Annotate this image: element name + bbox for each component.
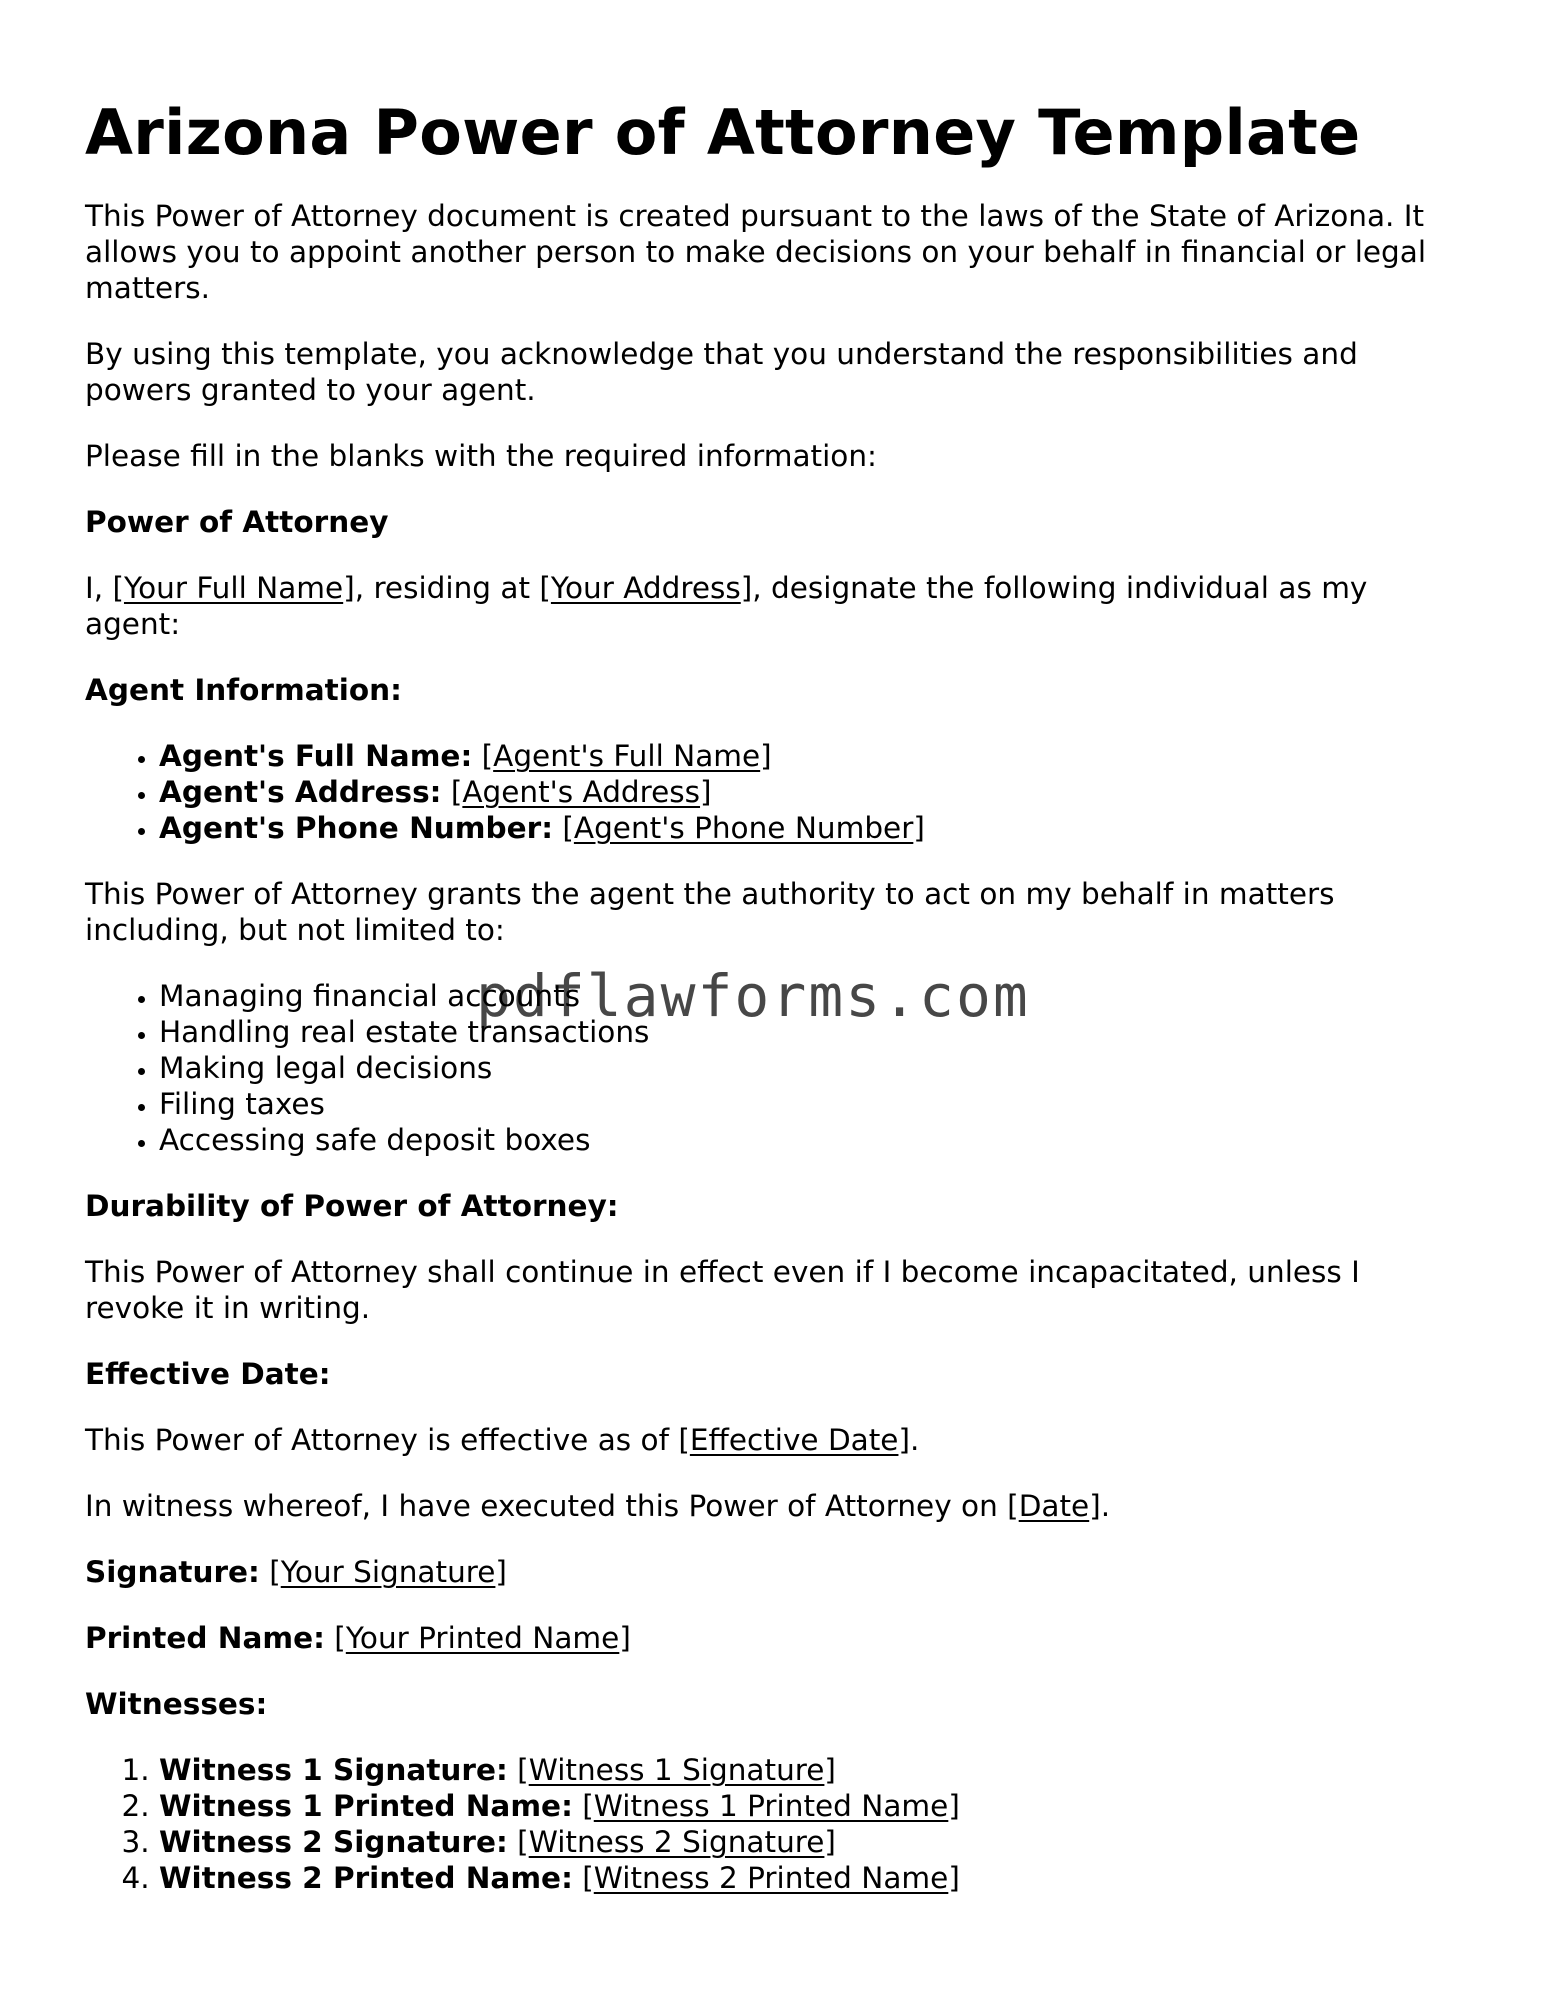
- effective-date-heading: Effective Date:: [85, 1357, 331, 1391]
- witness-whereof-pre: In witness whereof, I have executed this Power of Attorney on [: [85, 1489, 1019, 1523]
- agent-full-name-blank[interactable]: Agent's Full Name: [493, 739, 761, 773]
- printed-name-line: Printed Name: [Your Printed Name]: [85, 1621, 631, 1655]
- agent-info-list: [85, 738, 1465, 846]
- authority-item: • Making legal decisions: [159, 1050, 1465, 1086]
- designation-paragraph: [85, 570, 1465, 642]
- designation-post: ], designate the following individual as my agent:: [85, 571, 1368, 641]
- agent-phone-item: • Agent's Phone Number: [Agent's Phone Number]: [159, 810, 1465, 846]
- witness-1-signature-blank[interactable]: Witness 1 Signature: [528, 1753, 825, 1787]
- agent-phone-label: Agent's Phone Number:: [159, 811, 553, 845]
- witnesses-heading: Witnesses:: [85, 1687, 268, 1721]
- effective-pre: This Power of Attorney is effective as of [: [85, 1423, 690, 1457]
- agent-address-item: • Agent's Address: [Agent's Address]: [159, 774, 1465, 810]
- execution-date-blank[interactable]: Date: [1018, 1489, 1090, 1523]
- your-full-name-blank[interactable]: Your Full Name: [123, 571, 344, 605]
- witness-1-signature-label: Witness 1 Signature:: [159, 1753, 508, 1787]
- agent-address-blank[interactable]: Agent's Address: [462, 775, 701, 809]
- effective-post: ].: [898, 1423, 920, 1457]
- witness-2-signature-blank[interactable]: Witness 2 Signature: [528, 1825, 825, 1859]
- authority-list: [85, 978, 1465, 1158]
- witness-2-printed-name-item: 4. Witness 2 Printed Name: [Witness 2 Printed Name]: [159, 1860, 1465, 1896]
- effective-date-blank[interactable]: Effective Date: [689, 1423, 899, 1457]
- document-page: [85, 96, 1465, 1926]
- page-title: Arizona Power of Attorney Template: [85, 96, 1361, 169]
- agent-info-heading: Agent Information:: [85, 673, 402, 707]
- witness-2-signature-item: 3. Witness 2 Signature: [Witness 2 Signature]: [159, 1824, 1465, 1860]
- witness-2-signature-label: Witness 2 Signature:: [159, 1825, 508, 1859]
- intro-paragraph-2: By using this template, you acknowledge that you understand the responsibilities and powers granted to your agent.: [85, 337, 1358, 407]
- effective-date-paragraph: [85, 1422, 1465, 1458]
- agent-full-name-item: • Agent's Full Name: [Agent's Full Name]: [159, 738, 1465, 774]
- printed-name-label: Printed Name:: [85, 1621, 325, 1655]
- witness-2-printed-name-label: Witness 2 Printed Name:: [159, 1861, 573, 1895]
- your-address-blank[interactable]: Your Address: [550, 571, 741, 605]
- witnesses-list: [85, 1752, 1465, 1896]
- witness-1-printed-name-item: 2. Witness 1 Printed Name: [Witness 1 Printed Name]: [159, 1788, 1465, 1824]
- your-printed-name-blank[interactable]: Your Printed Name: [345, 1621, 620, 1655]
- witness-whereof-post: ].: [1089, 1489, 1111, 1523]
- signature-label: Signature:: [85, 1555, 260, 1589]
- witness-1-printed-name-blank[interactable]: Witness 1 Printed Name: [593, 1789, 949, 1823]
- agent-address-label: Agent's Address:: [159, 775, 442, 809]
- authority-intro: This Power of Attorney grants the agent the authority to act on my behalf in matters including, but not limited to:: [85, 877, 1335, 947]
- poa-heading: Power of Attorney: [85, 505, 389, 539]
- your-signature-blank[interactable]: Your Signature: [280, 1555, 496, 1589]
- agent-phone-blank[interactable]: Agent's Phone Number: [573, 811, 914, 845]
- authority-item: • Filing taxes: [159, 1086, 1465, 1122]
- designation-pre: I, [: [85, 571, 124, 605]
- witness-2-printed-name-blank[interactable]: Witness 2 Printed Name: [593, 1861, 949, 1895]
- witness-1-printed-name-label: Witness 1 Printed Name:: [159, 1789, 573, 1823]
- agent-full-name-label: Agent's Full Name:: [159, 739, 473, 773]
- signature-line: Signature: [Your Signature]: [85, 1555, 507, 1589]
- authority-item: • Accessing safe deposit boxes: [159, 1122, 1465, 1158]
- durability-heading: Durability of Power of Attorney:: [85, 1189, 619, 1223]
- witness-whereof-paragraph: [85, 1488, 1465, 1524]
- intro-paragraph-3: Please fill in the blanks with the required information:: [85, 439, 877, 473]
- authority-item: • Handling real estate transactions: [159, 1014, 1465, 1050]
- authority-item: • Managing financial accounts: [159, 978, 1465, 1014]
- witness-1-signature-item: 1. Witness 1 Signature: [Witness 1 Signature]: [159, 1752, 1465, 1788]
- watermark-text: pdflawforms.com: [476, 962, 1030, 1030]
- durability-text: This Power of Attorney shall continue in effect even if I become incapacitated, unless I revoke it in writing.: [85, 1255, 1360, 1325]
- designation-mid: ], residing at [: [343, 571, 551, 605]
- intro-paragraph-1: This Power of Attorney document is created pursuant to the laws of the State of Arizona. It allows you to appoint another person to make decisions on your behalf in financial or legal matters.: [85, 199, 1427, 305]
